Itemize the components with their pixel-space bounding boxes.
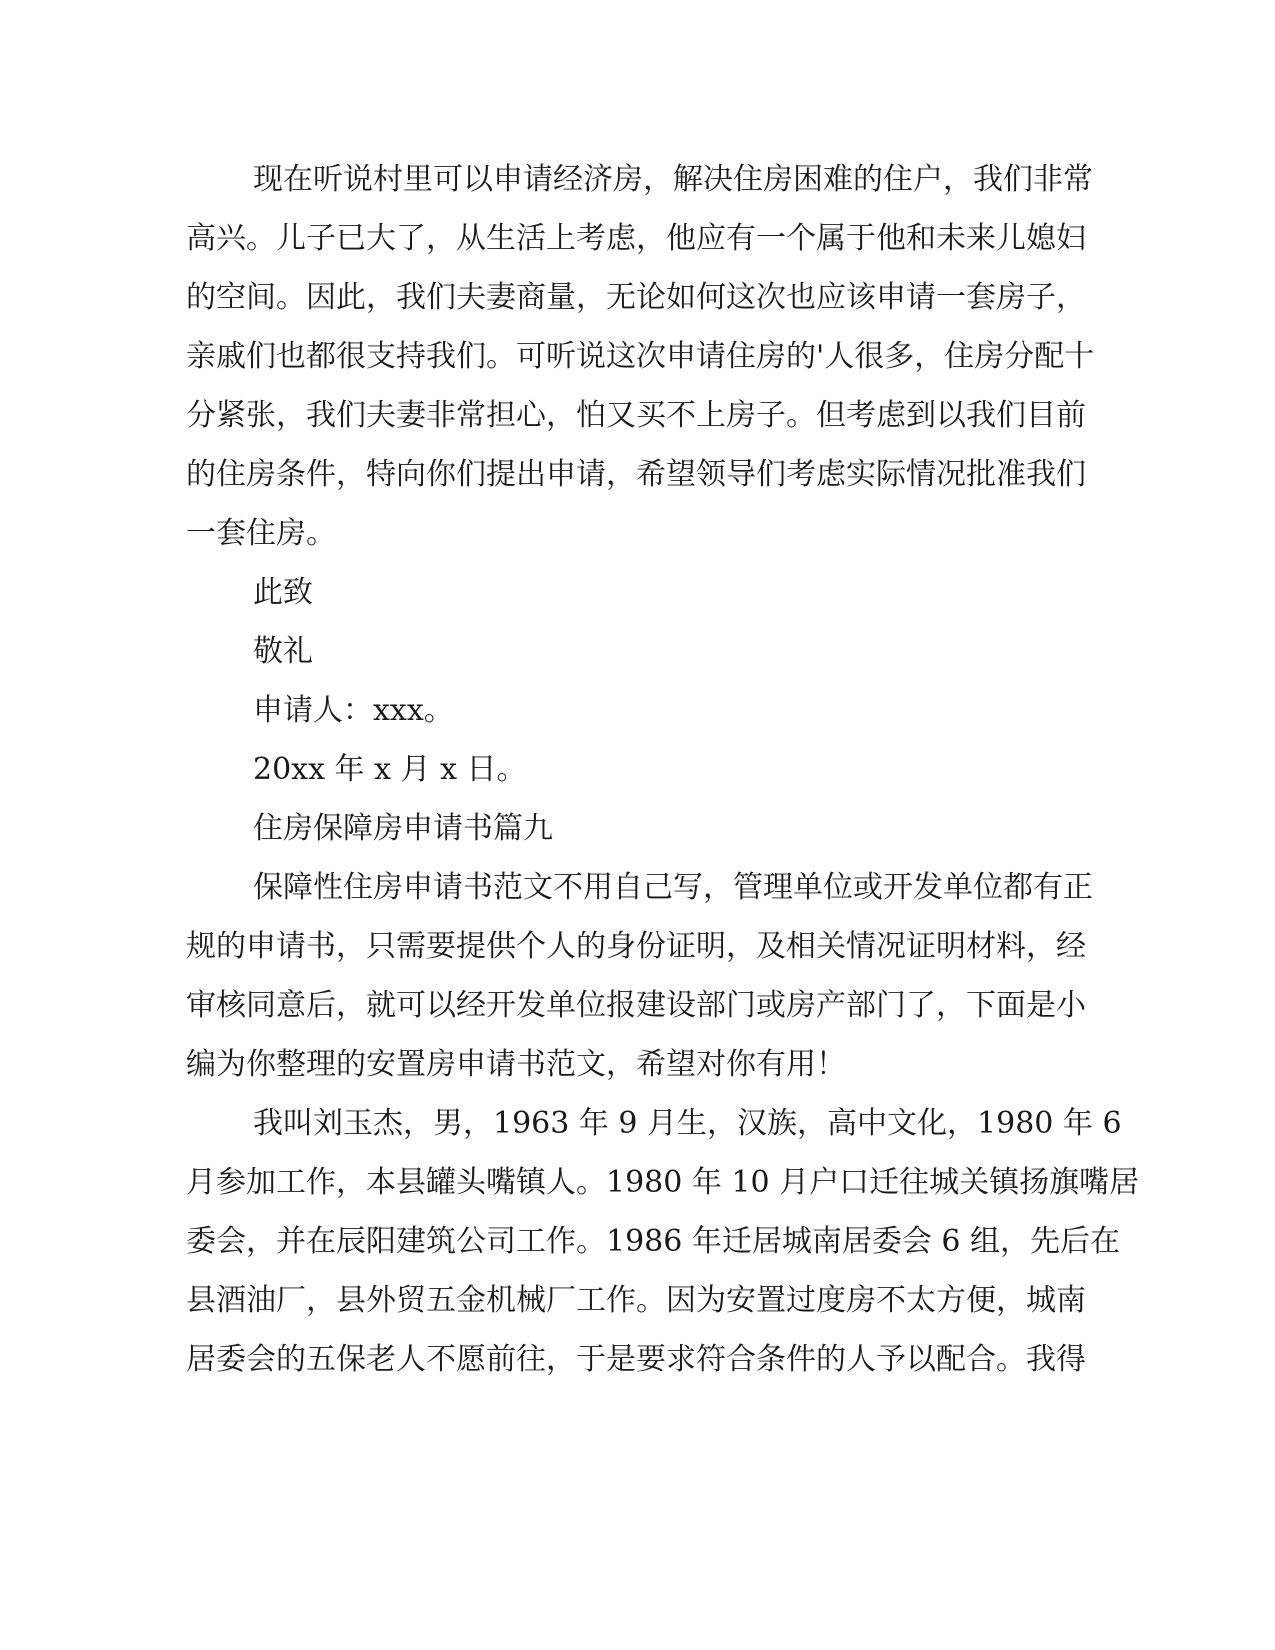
paragraph-line: 规的申请书，只需要提供个人的身份证明，及相关情况证明材料，经 — [186, 929, 1086, 964]
paragraph-line: 审核同意后，就可以经开发单位报建设部门或房产部门了，下面是小 — [186, 988, 1086, 1023]
paragraph-line: 现在听说村里可以申请经济房，解决住房困难的住户，我们非常 — [253, 162, 1093, 197]
paragraph-line: 的住房条件，特向你们提出申请，希望领导们考虑实际情况批准我们 — [186, 457, 1086, 492]
paragraph-line: 我叫刘玉杰，男，1963 年 9 月生，汉族，高中文化，1980 年 6 — [253, 1106, 1122, 1141]
paragraph-line: 高兴。儿子已大了，从生活上考虑，他应有一个属于他和未来儿媳妇 — [186, 221, 1086, 256]
paragraph-line: 分紧张，我们夫妻非常担心，怕又买不上房子。但考虑到以我们目前 — [186, 398, 1086, 433]
application-date: 20xx 年 x 月 x 日。 — [253, 752, 527, 787]
paragraph-line: 居委会的五保老人不愿前往，于是要求符合条件的人予以配合。我得 — [186, 1342, 1086, 1377]
applicant-signature: 申请人：xxx。 — [253, 693, 454, 728]
paragraph-line: 亲戚们也都很支持我们。可听说这次申请住房的'人很多，住房分配十 — [186, 339, 1095, 374]
paragraph-line: 委会，并在辰阳建筑公司工作。1986 年迁居城南居委会 6 组，先后在 — [186, 1224, 1121, 1259]
section-heading: 住房保障房申请书篇九 — [253, 811, 553, 846]
closing-salutation: 此致 — [253, 575, 313, 610]
paragraph-line: 县酒油厂，县外贸五金机械厂工作。因为安置过度房不太方便，城南 — [186, 1283, 1086, 1318]
paragraph-line: 月参加工作，本县罐头嘴镇人。1980 年 10 月户口迁往城关镇扬旗嘴居 — [186, 1165, 1140, 1200]
paragraph-line: 一套住房。 — [186, 516, 336, 551]
closing-regards: 敬礼 — [253, 634, 313, 669]
paragraph-line: 保障性住房申请书范文不用自己写，管理单位或开发单位都有正 — [253, 870, 1093, 905]
paragraph-line: 编为你整理的安置房申请书范文，希望对你有用！ — [186, 1047, 846, 1082]
paragraph-line: 的空间。因此，我们夫妻商量，无论如何这次也应该申请一套房子， — [186, 280, 1086, 315]
